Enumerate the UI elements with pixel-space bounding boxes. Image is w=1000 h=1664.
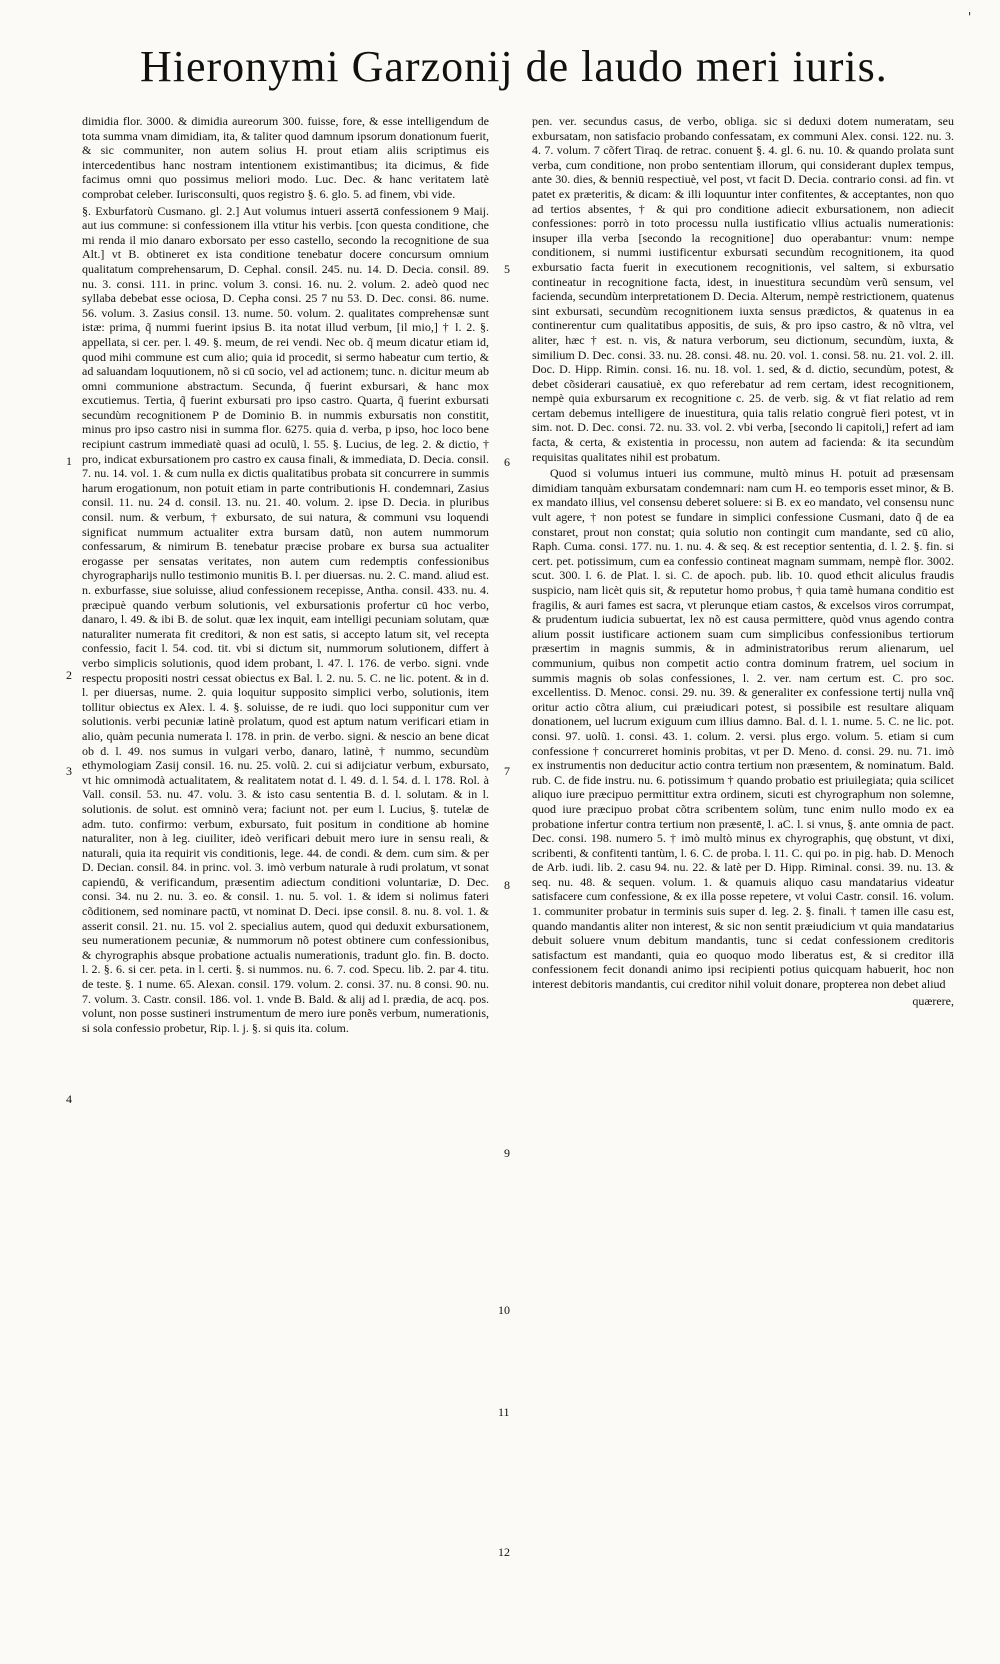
margin-number: 4	[66, 1092, 72, 1106]
margin-number: 8	[504, 878, 510, 892]
margin-number: 12	[498, 1545, 510, 1559]
left-paragraph: dimidia flor. 3000. & dimidia aureorum 300. fuisse, fore, & esse intelligendum de tota summa vnam dimidiam, ita, & taliter quod damnum ipsorum donationum fuerit, & sic communiter, non autem solius H. prout etiam aliis scriptimus eis intercedentibus hanc nostram intentionem existimantibus; ita dicimus, & fide facimus omni quo possimus meliori modo. Luc. Dec. & hanc veritatem latè comprobat celeber. Iurisconsulti, quos registro §. 6. glo. 5. ad finem, vbi vide.	[82, 114, 489, 201]
margin-number: 11	[498, 1405, 510, 1419]
right-column	[532, 114, 954, 1648]
margin-number: 10	[498, 1303, 510, 1317]
catchword: quærere,	[912, 993, 954, 1008]
corner-mark: '	[968, 10, 972, 24]
margin-number: 2	[66, 668, 72, 682]
margin-number: 1	[66, 454, 72, 468]
right-paragraph: pen. ver. secundus casus, de verbo, obliga. sic si deduxi dotem numeratam, seu exbursatam, non satisfacio probando confessatam, ex communi Alex. consi. 122. nu. 3. 4. 7. volum. 7 cõfert Tiraq. de retrac. conuent §. 4. gl. 6. nu. 10. & quando prolata sunt verba, cum conditione, non probo sententiam illorum, qui considerant duplex tempus, ante 30. dies, & benniū respectiuè, vel post, vt facit D. Decia. contrario consi. ad fin. vt patet ex præteritis, & dicam: & illi loquuntur inter confitentes, & acceptantes, non quo ad tertios absentes, † & qui pro conditione adiecit exbursationem, non adiecit confessiones: porrò in toto processu nulla iustificatio vllius actualis numerationis: insuper illa verba [secondo la recognitione] duo operabantur: vnum: nempe conditionem, si nummi iustificentur exbursati secundùm recognitionem, ita quod exbursatio facta fuerit in executionem recognitionis, vel saltem, si exbursatio contineatur in recognitione facta, idest, in inuestitura secundùm verũ sensum, vel facienda, secundùm interpretationem D. Decia. Alterum, nempè restrictionem, quatenus sint exbursati, secundùm recognitionem iuxta sensus prædictos, & quatenus in ea continerentur cum qualitatibus appositis, de suis, & pro ipso castro, & nõ vltra, vel aliter, hæc † est. n. vis, & natura verborum, seu dictionum, secundùm, iuxta, & similium D. Dec. consi. 33. nu. 28. consi. 48. nu. 20. vol. 1. consi. 58. nu. 21. vol. 2. ill. Doc. D. Hipp. Rimin. consi. 16. nu. 18. vol. 1. sed, & d. dictio, secundùm, potest, & debet cõsiderari causatiuè, ex quo referebatur ad rem certam, idest recognitionem, nempè quia exbursarum ex recognitione c. 25. de verb. sig. & vt fiat relatio ad rem certam debemus intelligere de inuestitura, quia talis relatio congruè fieri potest, vt in sim. not. D. Dec. consi. 72. nu. 33. vol. 2. vbi verba, [secondo li capitoli,] refert ad iam facta, & certa, & existentia in processu, non autem ad facienda: & ita secundùm requisitas qualitates nihil est probatum.	[532, 114, 954, 464]
page-title: Hieronymi Garzonij de laudo meri iuris.	[140, 42, 888, 91]
margin-number: 3	[66, 764, 72, 778]
left-paragraph: §. Exburfatorù Cusmano. gl. 2.] Aut volumus intueri assertā confessionem 9 Maij. aut ius commune: si confessionem illa vtitur his verbis. [con questa conditione, che mi renda il mio danaro exborsato per esso castello, secondo la recognitione de sua Alt.] vt B. obtineret ex ista conditione tenebatur docere concursum omnium qualitatum comprehensarum, D. Cephal. consil. 245. nu. 14. D. Decia. consil. 89. nu. 3. consi. 111. in princ. volum 3. consi. 16. nu. 2. volum. 2. adeò quod nec syllaba debebat esse ociosa, D. Cepha consi. 25 7 nu 53. D. Dec. consi. 86. nume. 56. volum. 3. Zasius consil. 13. nume. 50. volum. 2. qualitates comprehensæ sunt istæ: prima, q̃ nummi fuerint ipsius B. ita notat illud verbum, [il mio,] † l. 2. §. appellata, si cer. per. l. 49. §. meum, de rei vendi. Nec ob. q̃ meum dicatur etiam id, quod mihi commune est cum alio; quia id procedit, si sermo habeatur cum tertio, & ad saluandam loquutionem, nõ si cū socio, vel ad actionem; tunc. n. dicitur meum ab omni communione abstractum. Secunda, q̃ fuerint exbursari, & hanc mox excutiemus. Tertia, q̃ fuerint exbursati pro ipso castro. Quarta, q̃ fuerint exbursati secundùm recognitionem P de Dominio B. in nummis exbursatis non constitit, minus pro ipso castro nisi in summa flor. 6275. quia d. verba, p ipso, hoc loco bene recipiunt castrum immediatè quasi ad oculũ, l. 55. §. Lucius, de leg. 2. & dictio, † pro, indicat exbursationem pro castro ex causa finali, & immediata, D. Decia. consil. 7. nu. 14. vol. 1. & cum nulla ex dictis qualitatibus probata sit concurrere in summis harum erogationum, non potuit etiam in parte contributionis H. condemnari, Zasius consil. 11. nu. 24 d. consil. 13. nu. 21. 40. volum. 2. ipse D. Decia. in pluribus consil. num. & verbum, † exbursato, de sui natura, & communi vsu loquendi significat nummum actualiter extra bursam datũ, non autem nummorum confessarum, & nimirum B. tenebatur præcise probare ex bursa sua actualiter erogasse per sensatas veritates, non autem cum redemptis confessionibus chyrographarijs nullo testimonio munitis B. l. per diuersas. nu. 2. C. mand. aliud est. n. exburfasse, siue soluisse, aliud confessionem recepisse, Antha. consil. 433. nu. 4. præcipuè quando verbum solutionis, vel exbursationis profertur cū hoc verbo, danaro, l. 49. & ibi B. de solut. quæ lex inquit, eam intelligi pecuniam solutam, quæ naturaliter numerata fit creditori, & non est satis, si accepto latum sit, vel recepta confessio, facit l. 54. cod. tit. vbi si dictum sit, nummorum solutionem, differt à verbo simplicis solutionis, quod idem probant, l. 47. l. 176. de verbo. signi. vnde respectu propositi nostri cessat obiectus ex Bal. l. 2. nu. 5. C. ne lic. potent. & in d. l. per diuersas, nume. 2. quia loquitur supposito simplici verbo, solutionis, item tollitur obiectus ex Alex. l. 4. §. soluisse, de re iudi. quo loci supponitur cum ver solutionis. verbi pecuniæ latinè prolatum, quod est aptum natum verificari etiam in alio, quàm pecunia numerata l. 178. in prin. de verbo. signi. & nescio an bene dicat ob d. l. 49. nos sumus in vulgari verbo, danaro, latinè, † nummo, secundùm ethymologiam Zasij consil. 16. nu. 25. volũ. 2. cui si adijciatur verbum, exbursato, vt hic omnimodà actualitatem, & realitatem notat d. l. 49. d. l. 54. d. l. 178. Rol. à Vall. consil. 53. nu. 47. volu. 3. & isto casu sententia B. d. l. solutam. & in l. solutionis. de solut. est omninò vera; faciunt not. per eum l. Lucius, §. tutelæ de adm. tuto. confirmo: verbum, exbursato, fuit positum in conditione ab homine naturaliter, non à leg. ciuiliter, ideò verificari debuit mero iure in sensu reali, & naturali, quia ita requirit vis conditionis, lege. 44. de condi. & dem. cum sim. & per D. Decian. consil. 84. in princ. vol. 3. imò verbum naturale à rudi prolatum, vt sonat capiendū, & verificandum, præsentim adiectum conditioni voluntariæ, D. Dec. consi. 34. nu 2. nu. 3. eo. & consil. 1. nu. 5. vol. 1. & idem si nolimus fateri cõditionem, sed nominare pactū, vt nominat D. Deci. ipse consil. 8. nu. 8. vol. 1. & asserit consil. 21. nu. 15. vol 2. specialius autem, quod qui deduxit exbursationem, seu numerationem pecuniæ, & nummorum nõ potest obtinere cum confessionibus, & chyrographis absque probatione actualis numerationis, tradunt glo. fin. B. docto. l. 2. §. 6. si cer. peta. in l. certi. §. si nummos. nu. 6. 7. cod. Specu. lib. 2. par 4. titu. de teste. §. 1 nume. 65. Alexan. consil. 179. volum. 2. consi. 37. nu. 8 consi. 90. nu. 7. volum. 3. Castr. consil. 186. vol. 1. vnde B. Bald. & alij ad l. prædia, de acq. pos. volunt, non posse sustineri instrumentum de mero iure ponẽs verbum, numerationis, si sola confessio probetur, Rip. l. j. §. si quis ita. colum.	[82, 203, 489, 1035]
left-column	[82, 114, 489, 1648]
margin-number: 5	[504, 262, 510, 276]
right-paragraph: Quod si volumus intueri ius commune, multò minus H. potuit ad præsensam dimidiam tanquàm exbursatam condemnari: nam cum H. eo temporis esset minor, & B. ex mandato illius, vel consensu deberet soluere: si B. ex eo mandato, vel consensu nunc vult agere, † non potest se fundare in simplici confessione Cusmani, dato q̃ de ea constaret, prout non constat; quia solutio non contingit cum mandante, sed cū alio, Raph. Cuma. consi. 177. nu. 1. nu. 4. & seq. & est receptior sententia, d. l. 2. §. fin. si cert. pet. potissimum, cum ea confessio contineat magnam summam, nempè flor. 3002. scut. 300. l. 6. de Plat. l. si. C. de apoch. pub. lib. 10. quod ethcit aliculus fraudis suspicio, nam licèt quis sit, & reputetur homo probus, † quia tamè humana conditio est fragilis, & auri fames est sacra, vt plerunque etiam castos, & excelsos viros corrumpat, & prudentum iudicia subuertat, lex nõ est causa permittere, quòd vnus agendo contra alium possit iustificare actionem suam cum simplicibus confessionibus tertiorum præsertim in magnis summis, & in administratoribus rerum alienarum, uel communium, quibus non competit actio contra dominum fratrem, uel socium in summis magnis ob solas confessiones, l. 2. ver. nam certum est. C. pro soc. excellentiss. D. Menoc. consi. 29. nu. 39. & generaliter ex confessione tertij nulla vnq̃ oritur actio cõtra alium, cui præiudicari potest, si possibile est resultare aliquam donationem, uel lucrum exiguum cum illius damno. Bal. d. l. 1. nume. 5. C. ne lic. pot. consi. 97. uolũ. 1. consi. 43. 1. colum. 2. versi. plus ergo. volum. 5. etiam si cum confessione † concurreret hominis probitas, vt per D. Meno. d. consi. 29. nu. 71. imò ex instrumentis non deducitur actio contra tertium non præsentem, & nominatum. Bald. rub. C. de fide instru. nu. 6. potissimum † quando probatio est priuilegiata; quia scilicet aliquo iure præcipuo permittitur extra ordinem, sicuti est chyrographum non solemne, quod iure præcipuo probat cõtra scribentem solùm, tunc enim nullo modo ex ea probatione infertur contra tertium non præsentē, l. aC. l. si vnus, §. ante omnia de pact. Dec. consi. 198. numero 5. † imò multò minus ex chyrographis, quę obstunt, vt dixi, scribenti, & confitenti tantùm, l. 6. C. de proba. l. 11. C. qui po. in pig. hab. D. Menoch de Arb. iudi. lib. 2. casu 94. nu. 22. & latè per D. Hipp. Riminal. consi. 39. nu. 13. & seq. nu. 48. & sequen. volum. 1. & quamuis aliquo casu mandatarius videatur satisfacere cum confessione, & ex illa posse repetere, vt volui Castr. consil. 16. volum. 1. communiter probatur in terminis suis super d. leg. 2. §. finali. † tamen ille casu est, quando mandantis aliter non interest, & sic non sentit præiudicium vt quia mandatarius debuit soluere vnum debitum mandantis, tunc si cedat confessionem creditoris satisfactum est mandanti, quia eo quoquo modo liberatus est, & si creditor illā confessionem fecit donandi animo ipsi recipienti potius quicquam habuerit, hoc non interest debitoris mandantis, cui creditor nihil voluit donare, propterea non debet aliud	[532, 466, 954, 992]
margin-number: 7	[504, 764, 510, 778]
margin-number: 9	[504, 1146, 510, 1160]
margin-number: 6	[504, 455, 510, 469]
